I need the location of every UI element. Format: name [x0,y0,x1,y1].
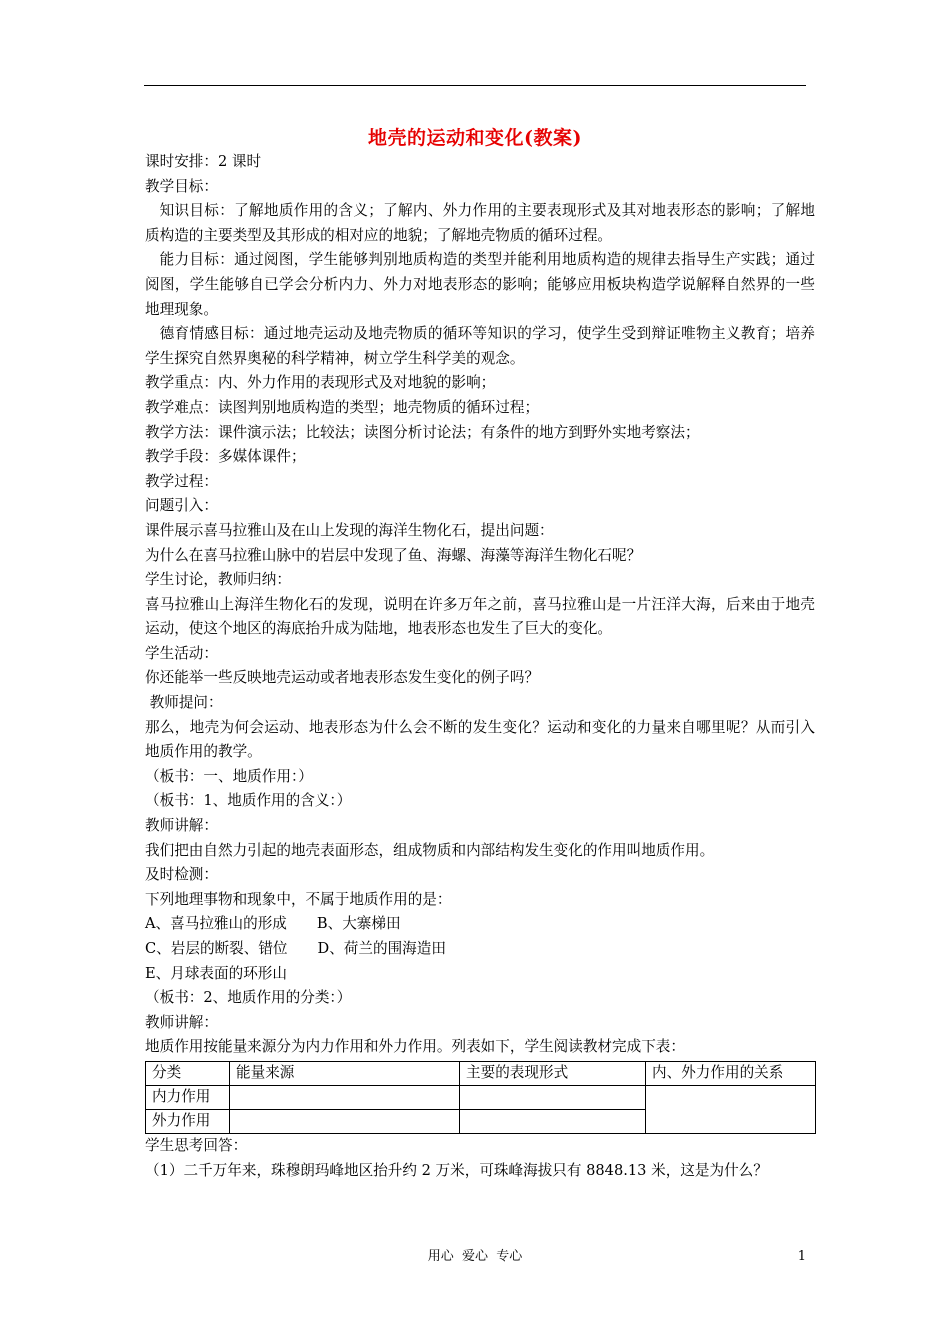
activity-question: 你还能举一些反映地壳运动或者地表形态发生变化的例子吗？ [145,669,540,687]
row-label-external: 外力作用 [146,1109,230,1133]
option-e: E、月球表面的环形山 [145,964,287,982]
header-relationship: 内、外力作用的关系 [646,1061,816,1085]
teacher-question-heading: 教师提问： [145,694,223,712]
teaching-methods: 教学方法：课件演示法；比较法；读图分析讨论法；有条件的地方到野外实地考察法； [145,423,700,441]
option-c: C、岩层的断裂、错位 [145,940,288,957]
options-row-2 [145,937,815,962]
header-category: 分类 [146,1061,230,1085]
board-note-3: （板书：2、地质作用的分类：） [145,989,352,1007]
header-energy-source: 能量来源 [230,1061,460,1085]
option-a: A、喜马拉雅山的形成 [145,915,287,933]
board-note-1: （板书：一、地质作用：） [145,767,313,785]
courseware-display: 课件展示喜马拉雅山及在山上发现的海洋生物化石，提出问题： [145,521,554,539]
moral-objective: 德育情感目标：通过地壳运动及地壳物质的循环等知识的学习，使学生受到辩证唯物主义教育；培养学生探究自然界奥秘的科学精神，树立学生科学美的观念。 [145,325,815,367]
page-title: 地壳的运动和变化(教案) [368,127,582,149]
fossil-question: 为什么在喜马拉雅山脉中的岩层中发现了鱼、海螺、海藻等海洋生物化石呢？ [145,546,642,564]
teacher-explain-heading-2: 教师讲解： [145,1013,218,1031]
quick-check-heading: 及时检测： [145,866,218,884]
table-header-row [146,1061,816,1085]
document-body [145,150,815,1183]
header-main-forms: 主要的表现形式 [460,1061,646,1085]
difficult-points: 教学难点：读图判别地质构造的类型；地壳物质的循环过程； [145,398,540,416]
cell-internal-energy [230,1085,460,1109]
student-answer-heading: 学生思考回答： [145,1136,248,1154]
teacher-question: 那么，地壳为何会运动、地表形态为什么会不断的发生变化？运动和变化的力量来自哪里呢？从而引入地质作用的教学。 [145,718,815,761]
cell-external-forms [460,1109,646,1133]
discussion-summary: 喜马拉雅山上海洋生物化石的发现，说明在许多万年之前，喜马拉雅山是一片汪洋大海，后来由于地壳运动，使这个地区的海底抬升成为陆地，地表形态也发生了巨大的变化。 [145,595,815,638]
question-intro-heading: 问题引入： [145,497,218,515]
teaching-means: 教学手段：多媒体课件； [145,448,306,466]
ability-objective: 能力目标：通过阅图，学生能够判别地质构造的类型并能利用地质构造的规律去指导生产实践；通过阅图，学生能够自已学会分析内力、外力对地表形态的影响；能够应用板块构造学说解释自然界的一些地理现象。 [145,251,815,318]
geologic-action-definition: 我们把由自然力引起的地壳表面形态，组成物质和内部结构发生变化的作用叫地质作用。 [145,841,715,859]
cell-relationship [646,1085,816,1133]
table-row [146,1085,816,1109]
cell-external-energy [230,1109,460,1133]
question-1: （1）二千万年来，珠穆朗玛峰地区抬升约 2 万米，可珠峰海拔只有 8848.13 米，这是为什么？ [145,1161,768,1179]
header-rule [144,85,806,86]
key-points: 教学重点：内、外力作用的表现形式及对地貌的影响； [145,374,496,392]
student-activity-heading: 学生活动： [145,644,218,662]
board-note-2: （板书：1、地质作用的含义：） [145,792,352,810]
teacher-explain-heading: 教师讲解： [145,817,218,835]
table-intro: 地质作用按能量来源分为内力作用和外力作用。列表如下，学生阅读教材完成下表： [145,1038,685,1056]
discussion-heading: 学生讨论，教师归纳： [145,571,291,589]
options-row-1 [145,912,815,937]
objectives-heading: 教学目标： [145,177,218,195]
quick-check-question: 下列地理事物和现象中，不属于地质作用的是： [145,890,452,908]
cell-internal-forms [460,1085,646,1109]
teaching-process-heading: 教学过程： [145,472,218,490]
option-b: B、大寨梯田 [316,915,401,933]
knowledge-objective: 知识目标：了解地质作用的含义；了解内、外力作用的主要表现形式及其对地表形态的影响；了解地质构造的主要类型及其形成的相对应的地貌；了解地壳物质的循环过程。 [145,202,815,244]
option-d: D、荷兰的围海造田 [317,940,446,957]
footer-motto: 用心 爱心 专心 [427,1249,523,1264]
row-label-internal: 内力作用 [146,1085,230,1109]
class-hours: 课时安排：2 课时 [145,153,262,170]
page-number: 1 [797,1249,806,1264]
geologic-action-table [145,1061,816,1134]
